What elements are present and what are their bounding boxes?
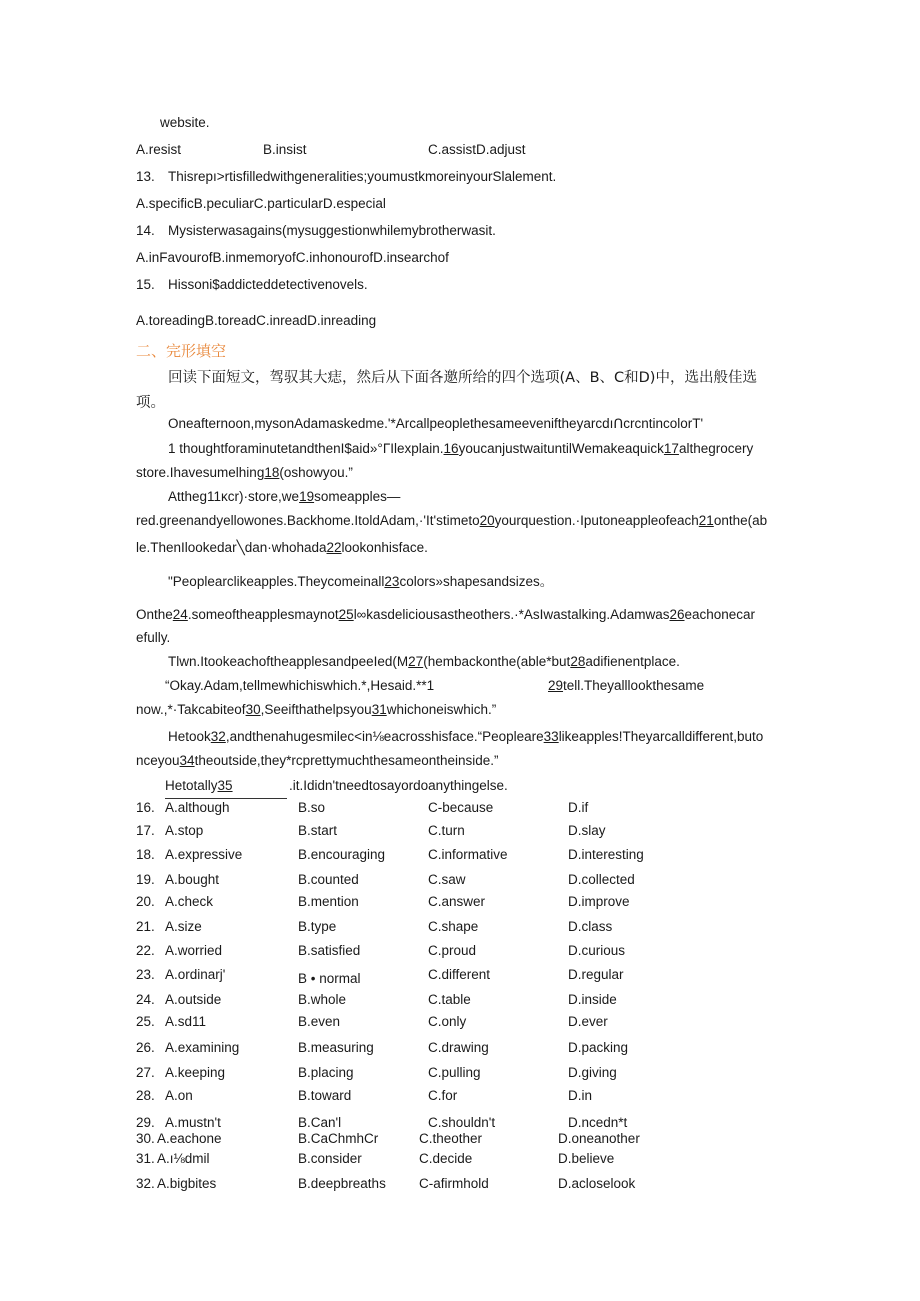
option-c: C.pulling — [428, 1065, 481, 1080]
passage-text: 1 thoughtforaminutetandthenI$aid»°ΓIlexplain. — [168, 441, 444, 456]
passage-text: yourquestion.·Iputoneappleofeach — [494, 513, 699, 528]
option-number: 29. — [136, 1115, 155, 1130]
option-a: A.examining — [165, 1040, 240, 1055]
q15-options: A.toreadingB.toreadC.inreadD.inreading — [136, 313, 377, 328]
passage-text: now.,*·Takcabiteof — [136, 702, 246, 717]
option-c: C.shape — [428, 919, 479, 934]
option-a: A.on — [165, 1088, 193, 1103]
option-b: B.Can'l — [298, 1115, 342, 1130]
passage-line: .it.Ididn'tneedtosayordoanythingelse. — [289, 778, 508, 793]
blank-30: 30 — [245, 702, 261, 717]
option-c: C.decide — [419, 1151, 473, 1166]
option-d: D.packing — [568, 1040, 629, 1055]
section-instruction-line2: 项。 — [136, 395, 165, 411]
option-a: A.bought — [165, 872, 220, 887]
option-c: C.drawing — [428, 1040, 489, 1055]
option-b: B.measuring — [298, 1040, 374, 1055]
section-title: 二、完形填空 — [136, 342, 227, 360]
q15-number: 15. — [136, 277, 155, 292]
option-a: A.sd11 — [165, 1014, 207, 1029]
option-c: C.different — [428, 967, 491, 982]
passage-text: Onthe — [136, 607, 173, 622]
option-a: A.stop — [165, 823, 204, 838]
passage-text: adifienentplace. — [585, 654, 680, 669]
blank-21: 21 — [698, 513, 714, 528]
passage-text: Tlwn.ItookeachoftheapplesandpeeIed(M — [168, 654, 409, 669]
option-d: D.if — [568, 800, 589, 815]
option-number: 27. — [136, 1065, 155, 1080]
passage-line — [136, 606, 755, 624]
passage-line — [136, 539, 428, 557]
option-d: D.inside — [568, 992, 617, 1007]
blank-16: 16 — [443, 441, 459, 456]
blank-24: 24 — [172, 607, 188, 622]
passage-line — [168, 653, 680, 671]
passage-text: Hetotally — [165, 778, 218, 793]
q13-options: A.specificB.peculiarC.particularD.especial — [136, 196, 386, 211]
passage-line — [168, 573, 553, 591]
option-c: C.theother — [419, 1131, 483, 1146]
option-d: D.class — [568, 919, 613, 934]
option-number: 26. — [136, 1040, 155, 1055]
blank-26: 26 — [669, 607, 685, 622]
blank-19: 19 — [299, 489, 315, 504]
option-b: B.encouraging — [298, 847, 386, 862]
passage-text: .someoftheapplesmaynot — [187, 607, 339, 622]
passage-line — [168, 440, 753, 458]
option-number: 20. — [136, 894, 155, 909]
passage-text: likeapples!Theyarcalldifferent,buto — [558, 729, 764, 744]
option-b: B.toward — [298, 1088, 352, 1103]
q13-stem: Thisrepı>rtisfilledwithgeneralities;youmustkmoreinyourSlalement. — [168, 169, 557, 184]
option-number: 30. — [136, 1131, 155, 1146]
option-d: D.regular — [568, 967, 624, 982]
passage-text: colors»shapesandsizes。 — [399, 574, 554, 589]
option-d: D.giving — [568, 1065, 617, 1080]
passage-text: someapples— — [314, 489, 401, 504]
passage-line — [136, 701, 496, 719]
q14-number: 14. — [136, 223, 155, 238]
option-c: C.only — [428, 1014, 467, 1029]
passage-line — [548, 677, 704, 695]
option-number: 23. — [136, 967, 155, 982]
option-a: A.eachone — [157, 1131, 222, 1146]
option-c: C.turn — [428, 823, 465, 838]
q12-option-a: A.resist — [136, 142, 182, 157]
option-b: B.deepbreaths — [298, 1176, 386, 1191]
option-b: B.satisfied — [298, 943, 361, 958]
option-c: C.saw — [428, 872, 466, 887]
option-a: A.expressive — [165, 847, 243, 862]
option-b: B.so — [298, 800, 326, 815]
passage-line — [168, 728, 763, 746]
blank-32: 32 — [210, 729, 226, 744]
passage-text: l∞kasdeliciousastheothers.·*AsIwastalking.Adamwas — [353, 607, 670, 622]
passage-line: efully. — [136, 630, 171, 645]
blank-31: 31 — [371, 702, 387, 717]
blank-35: 35 — [217, 778, 233, 793]
option-a: A.check — [165, 894, 214, 909]
passage-text: theoutside,they*rcprettymuchthesameontheinside.” — [194, 753, 499, 768]
passage-line — [168, 488, 400, 506]
option-c: C.table — [428, 992, 471, 1007]
q15-stem: Hissoni$addicteddetectivenovels. — [168, 277, 368, 292]
option-a: A.outside — [165, 992, 222, 1007]
blank-28: 28 — [570, 654, 586, 669]
option-d: D.ncedn*t — [568, 1115, 628, 1130]
q12-option-cd: C.assistD.adjust — [428, 142, 526, 157]
option-b: B.type — [298, 919, 337, 934]
option-d: D.ever — [568, 1014, 608, 1029]
section-instruction-line1: 回读下面短文，驾驭其大痣，然后从下面各邀所给的四个选项(A、B、C和D)中，选出般佳选 — [168, 370, 757, 386]
option-a: A.size — [165, 919, 202, 934]
option-d: D.in — [568, 1088, 593, 1103]
option-number: 18. — [136, 847, 155, 862]
option-number: 28. — [136, 1088, 155, 1103]
option-b: B.mention — [298, 894, 359, 909]
option-d: D.improve — [568, 894, 630, 909]
option-a: A.ı⅛dmil — [157, 1151, 210, 1166]
blank-20: 20 — [479, 513, 495, 528]
option-d: D.collected — [568, 872, 635, 887]
option-c: C-because — [428, 800, 494, 815]
passage-line — [165, 777, 233, 795]
option-a: A.keeping — [165, 1065, 226, 1080]
option-d: D.curious — [568, 943, 626, 958]
option-number: 19. — [136, 872, 155, 887]
passage-text: tell.Theyalllookthesame — [563, 678, 705, 693]
passage-text: whichoneiswhich.” — [386, 702, 497, 717]
option-c: C.for — [428, 1088, 458, 1103]
option-number: 21. — [136, 919, 155, 934]
option-number: 16. — [136, 800, 155, 815]
passage-text: red.greenandyellowones.Backhome.ItoldAdam,·'It'stimeto — [136, 513, 480, 528]
passage-text: Hetook — [168, 729, 211, 744]
passage-text: le.ThenIlookedar╲dan·whohada — [136, 540, 327, 555]
option-a: A.ordinarj' — [165, 967, 226, 982]
option-number: 32. — [136, 1176, 155, 1191]
option-a: A.although — [165, 800, 230, 815]
passage-text: (oshowyou.” — [279, 465, 353, 480]
passage-text: "Peoplearclikeapples.Theycomeinall — [168, 574, 385, 589]
option-b: B.placing — [298, 1065, 354, 1080]
option-number: 17. — [136, 823, 155, 838]
option-d: D.believe — [558, 1151, 615, 1166]
blank-18: 18 — [264, 465, 280, 480]
option-b: B.counted — [298, 872, 359, 887]
passage-text: ,andthenahugesmilec<in⅛eacrosshisface.“Peopleare — [225, 729, 544, 744]
blank-29: 29 — [548, 678, 564, 693]
option-b: B • normal — [298, 971, 361, 986]
passage-line — [136, 464, 353, 482]
passage-text: ,Seeifthathelpsyou — [260, 702, 372, 717]
passage-text: youcanjustwaituntilWemakeaquick — [458, 441, 664, 456]
blank-17: 17 — [663, 441, 679, 456]
passage-line: Oneafternoon,mysonAdamaskedme.'*ArcallpeoplethesameeveniftheyarcdıᑎcrcntincolorT' — [168, 416, 704, 431]
option-number: 22. — [136, 943, 155, 958]
passage-line — [136, 752, 499, 770]
q12-stem-tail: website. — [160, 115, 210, 130]
passage-text: store.Ihavesumelhing — [136, 465, 265, 480]
option-c: C-afirmhold — [419, 1176, 489, 1191]
option-a: A.bigbites — [157, 1176, 217, 1191]
option-number: 31. — [136, 1151, 155, 1166]
blank-27: 27 — [408, 654, 424, 669]
option-a: A.mustn't — [165, 1115, 221, 1130]
blank-25: 25 — [338, 607, 354, 622]
option-b: B.whole — [298, 992, 347, 1007]
passage-text: onthe(ab — [713, 513, 768, 528]
passage-text: eachonecar — [684, 607, 756, 622]
option-d: D.acloselook — [558, 1176, 636, 1191]
option-c: C.informative — [428, 847, 508, 862]
blank-33: 33 — [543, 729, 559, 744]
option-b: B.even — [298, 1014, 341, 1029]
passage-line — [136, 512, 767, 530]
option-d: D.oneanother — [558, 1131, 640, 1146]
passage-text: lookonhisface. — [341, 540, 428, 555]
option-b: B.CaChmhCr — [298, 1131, 379, 1146]
option-c: C.proud — [428, 943, 477, 958]
blank-34: 34 — [179, 753, 195, 768]
passage-text: Attheg11κcr)·store,we — [168, 489, 300, 504]
option-d: D.slay — [568, 823, 606, 838]
option-b: B.start — [298, 823, 338, 838]
option-number: 25. — [136, 1014, 155, 1029]
q13-number: 13. — [136, 169, 155, 184]
option-a: A.worried — [165, 943, 223, 958]
option-number: 24. — [136, 992, 155, 1007]
option-c: C.answer — [428, 894, 486, 909]
blank-23: 23 — [384, 574, 400, 589]
passage-text: (hembackonthe(able*but — [423, 654, 571, 669]
option-c: C.shouldn't — [428, 1115, 496, 1130]
option-d: D.interesting — [568, 847, 644, 862]
passage-text: nceyou — [136, 753, 180, 768]
passage-line: “Okay.Adam,tellmewhichiswhich.*,Hesaid.**1 — [165, 678, 435, 693]
q12-option-b: B.insist — [263, 142, 307, 157]
q14-options: A.inFavourofB.inmemoryofC.inhonourofD.insearchof — [136, 250, 449, 265]
passage-text: althegrocery — [678, 441, 754, 456]
blank-22: 22 — [326, 540, 342, 555]
q14-stem: Mysisterwasagains(mysuggestionwhilemybrotherwasit. — [168, 223, 496, 238]
option-b: B.consider — [298, 1151, 362, 1166]
